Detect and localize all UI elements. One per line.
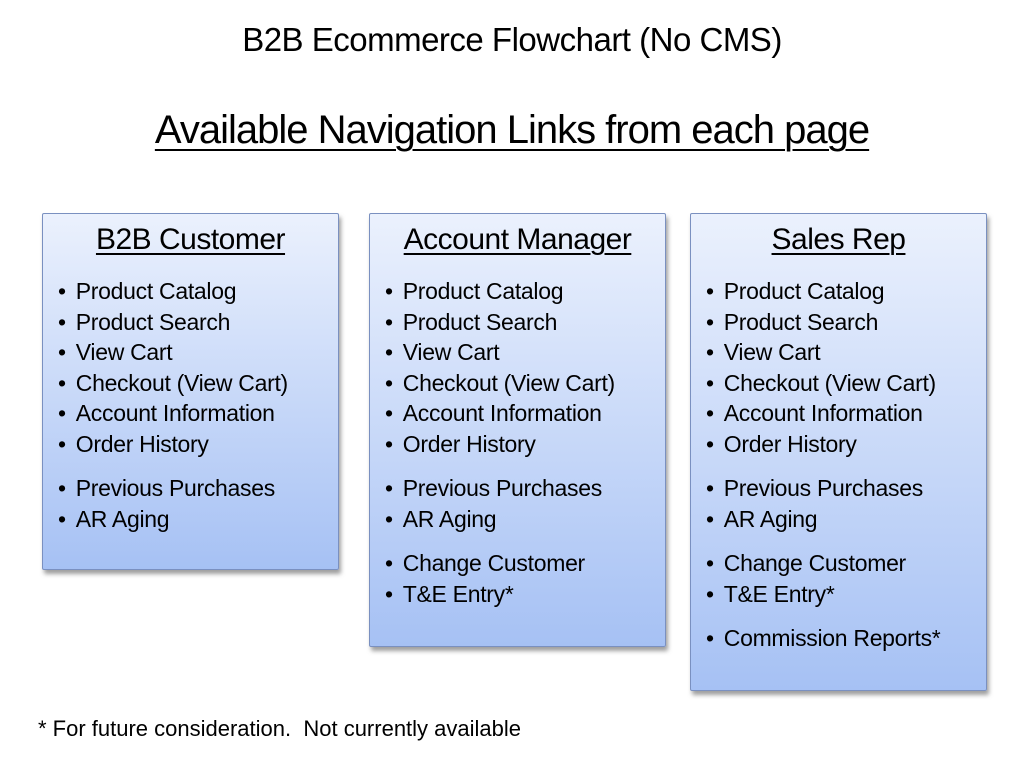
nav-link-item [706,548,982,579]
nav-link-label: AR Aging [75,505,170,532]
nav-link-item [706,579,982,610]
role-box-sales-rep [690,213,987,691]
bullet-icon: • [385,505,393,532]
nav-link-label: View Cart [402,339,500,365]
slide-title: B2B Ecommerce Flowchart (No CMS) [242,21,782,58]
nav-link-label: Checkout (View Cart) [402,369,615,396]
nav-link-item [385,276,661,307]
nav-link-item [58,504,334,535]
nav-link-label: Previous Purchases [402,475,602,501]
role-box-b2b-customer [42,213,339,570]
bullet-icon: • [385,580,393,607]
bullet-icon: • [706,369,714,396]
nav-link-item [385,548,661,579]
nav-link-item [58,368,334,399]
nav-link-label: Checkout (View Cart) [723,369,936,396]
nav-link-label: AR Aging [723,505,818,532]
bullet-icon: • [706,400,714,426]
nav-link-label: Product Catalog [723,278,885,304]
bullet-icon: • [385,475,393,501]
bullet-icon: • [385,278,393,304]
role-box-header: B2B Customer [95,223,286,256]
nav-link-item [706,398,982,429]
nav-link-item [706,504,982,535]
nav-link-label: Product Search [723,308,879,335]
bullet-icon: • [706,278,714,304]
nav-link-group [58,276,334,459]
bullet-icon: • [58,475,66,501]
bullet-icon: • [706,339,714,365]
nav-link-item [58,429,334,460]
bullet-icon: • [58,505,66,532]
bullet-icon: • [385,430,393,457]
slide-subtitle: Available Navigation Links from each page [154,108,870,152]
nav-link-item [706,307,982,338]
nav-link-label: T&E Entry* [723,580,835,607]
nav-link-item [385,579,661,610]
nav-link-label: Account Information [723,400,923,426]
bullet-icon: • [706,580,714,607]
nav-link-item [385,337,661,368]
nav-link-item [58,307,334,338]
nav-link-label: Change Customer [723,550,906,576]
nav-link-label: Previous Purchases [723,475,923,501]
bullet-icon: • [58,339,66,365]
nav-link-item [385,429,661,460]
nav-link-label: Product Search [75,308,231,335]
nav-link-item [706,337,982,368]
bullet-icon: • [58,400,66,426]
nav-link-label: Account Information [75,400,275,426]
nav-link-label: Checkout (View Cart) [75,369,288,396]
nav-link-group [385,548,661,609]
nav-link-group [385,473,661,534]
bullet-icon: • [385,550,393,576]
nav-link-label: Order History [75,430,209,457]
nav-link-label: Account Information [402,400,602,426]
role-box-header: Sales Rep [771,223,906,256]
nav-link-label: Order History [402,430,536,457]
bullet-icon: • [385,339,393,365]
bullet-icon: • [706,430,714,457]
bullet-icon: • [58,308,66,335]
nav-link-item [706,368,982,399]
bullet-icon: • [385,308,393,335]
role-box-account-manager [369,213,666,647]
nav-link-group [706,473,982,534]
nav-link-item [706,429,982,460]
nav-link-label: Change Customer [402,550,585,576]
role-box-links [370,257,665,609]
bullet-icon: • [385,400,393,426]
nav-link-label: Product Catalog [75,278,237,304]
nav-link-label: Product Catalog [402,278,564,304]
bullet-icon: • [706,308,714,335]
nav-link-item [385,398,661,429]
nav-link-item [385,473,661,504]
nav-link-group [385,276,661,459]
bullet-icon: • [706,475,714,501]
nav-link-label: Commission Reports* [723,625,941,651]
nav-link-label: Previous Purchases [75,475,275,501]
nav-link-label: View Cart [75,339,173,365]
nav-link-group [706,276,982,459]
nav-link-label: View Cart [723,339,821,365]
role-box-header: Account Manager [403,223,632,256]
nav-link-item [58,398,334,429]
footnote: * For future consideration. Not currently available [38,716,522,741]
nav-link-item [58,276,334,307]
bullet-icon: • [706,550,714,576]
nav-link-item [706,473,982,504]
role-box-links [691,257,986,654]
bullet-icon: • [58,430,66,457]
bullet-icon: • [58,278,66,304]
nav-link-label: T&E Entry* [402,580,514,607]
nav-link-item [706,623,982,654]
nav-link-item [385,504,661,535]
role-box-links [43,257,338,534]
nav-link-group [706,623,982,654]
bullet-icon: • [706,625,714,651]
bullet-icon: • [706,505,714,532]
bullet-icon: • [58,369,66,396]
nav-link-label: Product Search [402,308,558,335]
bullet-icon: • [385,369,393,396]
nav-link-item [58,337,334,368]
nav-link-item [385,368,661,399]
nav-link-item [58,473,334,504]
nav-link-group [706,548,982,609]
nav-link-label: AR Aging [402,505,497,532]
nav-link-label: Order History [723,430,857,457]
nav-link-item [385,307,661,338]
nav-link-item [706,276,982,307]
nav-link-group [58,473,334,534]
